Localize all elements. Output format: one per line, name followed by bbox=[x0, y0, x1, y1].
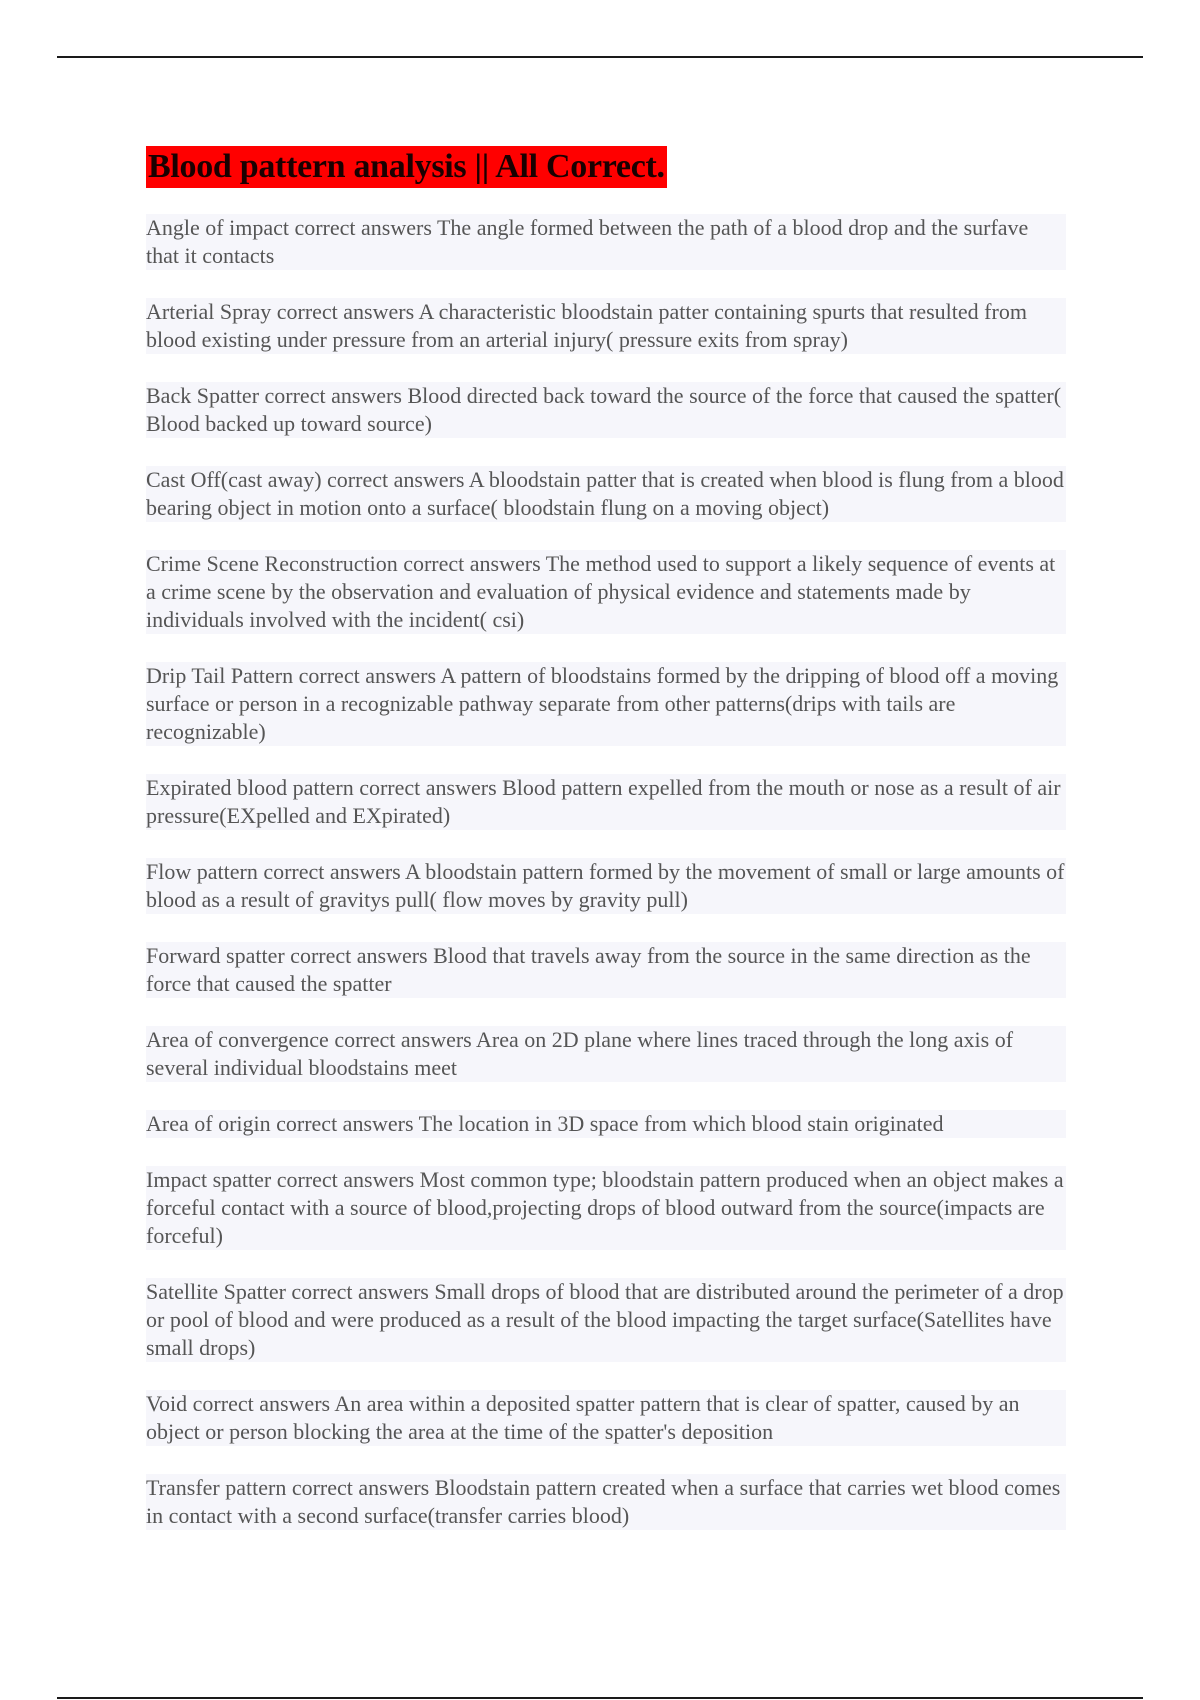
document-body bbox=[146, 146, 1066, 1558]
definition-drip-tail-pattern: Drip Tail Pattern correct answers A pattern of bloodstains formed by the dripping of blood off a moving surface or person in a recognizable pathway separate from other patterns(drips with tails are recognizable) bbox=[146, 662, 1066, 746]
definition-area-of-convergence: Area of convergence correct answers Area on 2D plane where lines traced through the long axis of several individual bloodstains meet bbox=[146, 1026, 1066, 1082]
definition-back-spatter: Back Spatter correct answers Blood directed back toward the source of the force that caused the spatter( Blood backed up toward source) bbox=[146, 382, 1066, 438]
definition-forward-spatter: Forward spatter correct answers Blood that travels away from the source in the same direction as the force that caused the spatter bbox=[146, 942, 1066, 998]
definition-satellite-spatter: Satellite Spatter correct answers Small drops of blood that are distributed around the perimeter of a drop or pool of blood and were produced as a result of the blood impacting the target surface(Satellites have small drops) bbox=[146, 1278, 1066, 1362]
definition-arterial-spray: Arterial Spray correct answers A characteristic bloodstain patter containing spurts that resulted from blood existing under pressure from an arterial injury( pressure exits from spray) bbox=[146, 298, 1066, 354]
definition-crime-scene-reconstruction: Crime Scene Reconstruction correct answers The method used to support a likely sequence of events at a crime scene by the observation and evaluation of physical evidence and statements made by individuals involved with the incident( csi) bbox=[146, 550, 1066, 634]
definition-transfer-pattern: Transfer pattern correct answers Bloodstain pattern created when a surface that carries wet blood comes in contact with a second surface(transfer carries blood) bbox=[146, 1474, 1066, 1530]
definition-expirated-blood-pattern: Expirated blood pattern correct answers Blood pattern expelled from the mouth or nose as a result of air pressure(EXpelled and EXpirated) bbox=[146, 774, 1066, 830]
document-title: Blood pattern analysis || All Correct. bbox=[146, 146, 667, 188]
definition-area-of-origin: Area of origin correct answers The location in 3D space from which blood stain originated bbox=[146, 1110, 1066, 1138]
header-rule bbox=[57, 56, 1143, 58]
definition-angle-of-impact: Angle of impact correct answers The angle formed between the path of a blood drop and the surfave that it contacts bbox=[146, 214, 1066, 270]
definition-list bbox=[146, 214, 1066, 1530]
definition-void: Void correct answers An area within a deposited spatter pattern that is clear of spatter, caused by an object or person blocking the area at the time of the spatter's deposition bbox=[146, 1390, 1066, 1446]
footer-rule bbox=[57, 1697, 1143, 1699]
definition-flow-pattern: Flow pattern correct answers A bloodstain pattern formed by the movement of small or large amounts of blood as a result of gravitys pull( flow moves by gravity pull) bbox=[146, 859, 1065, 912]
definition-cast-off: Cast Off(cast away) correct answers A bloodstain patter that is created when blood is flung from a blood bearing object in motion onto a surface( bloodstain flung on a moving object) bbox=[146, 466, 1066, 522]
definition-impact-spatter: Impact spatter correct answers Most common type; bloodstain pattern produced when an object makes a forceful contact with a source of blood,projecting drops of blood outward from the source(impacts are forceful) bbox=[146, 1166, 1066, 1250]
